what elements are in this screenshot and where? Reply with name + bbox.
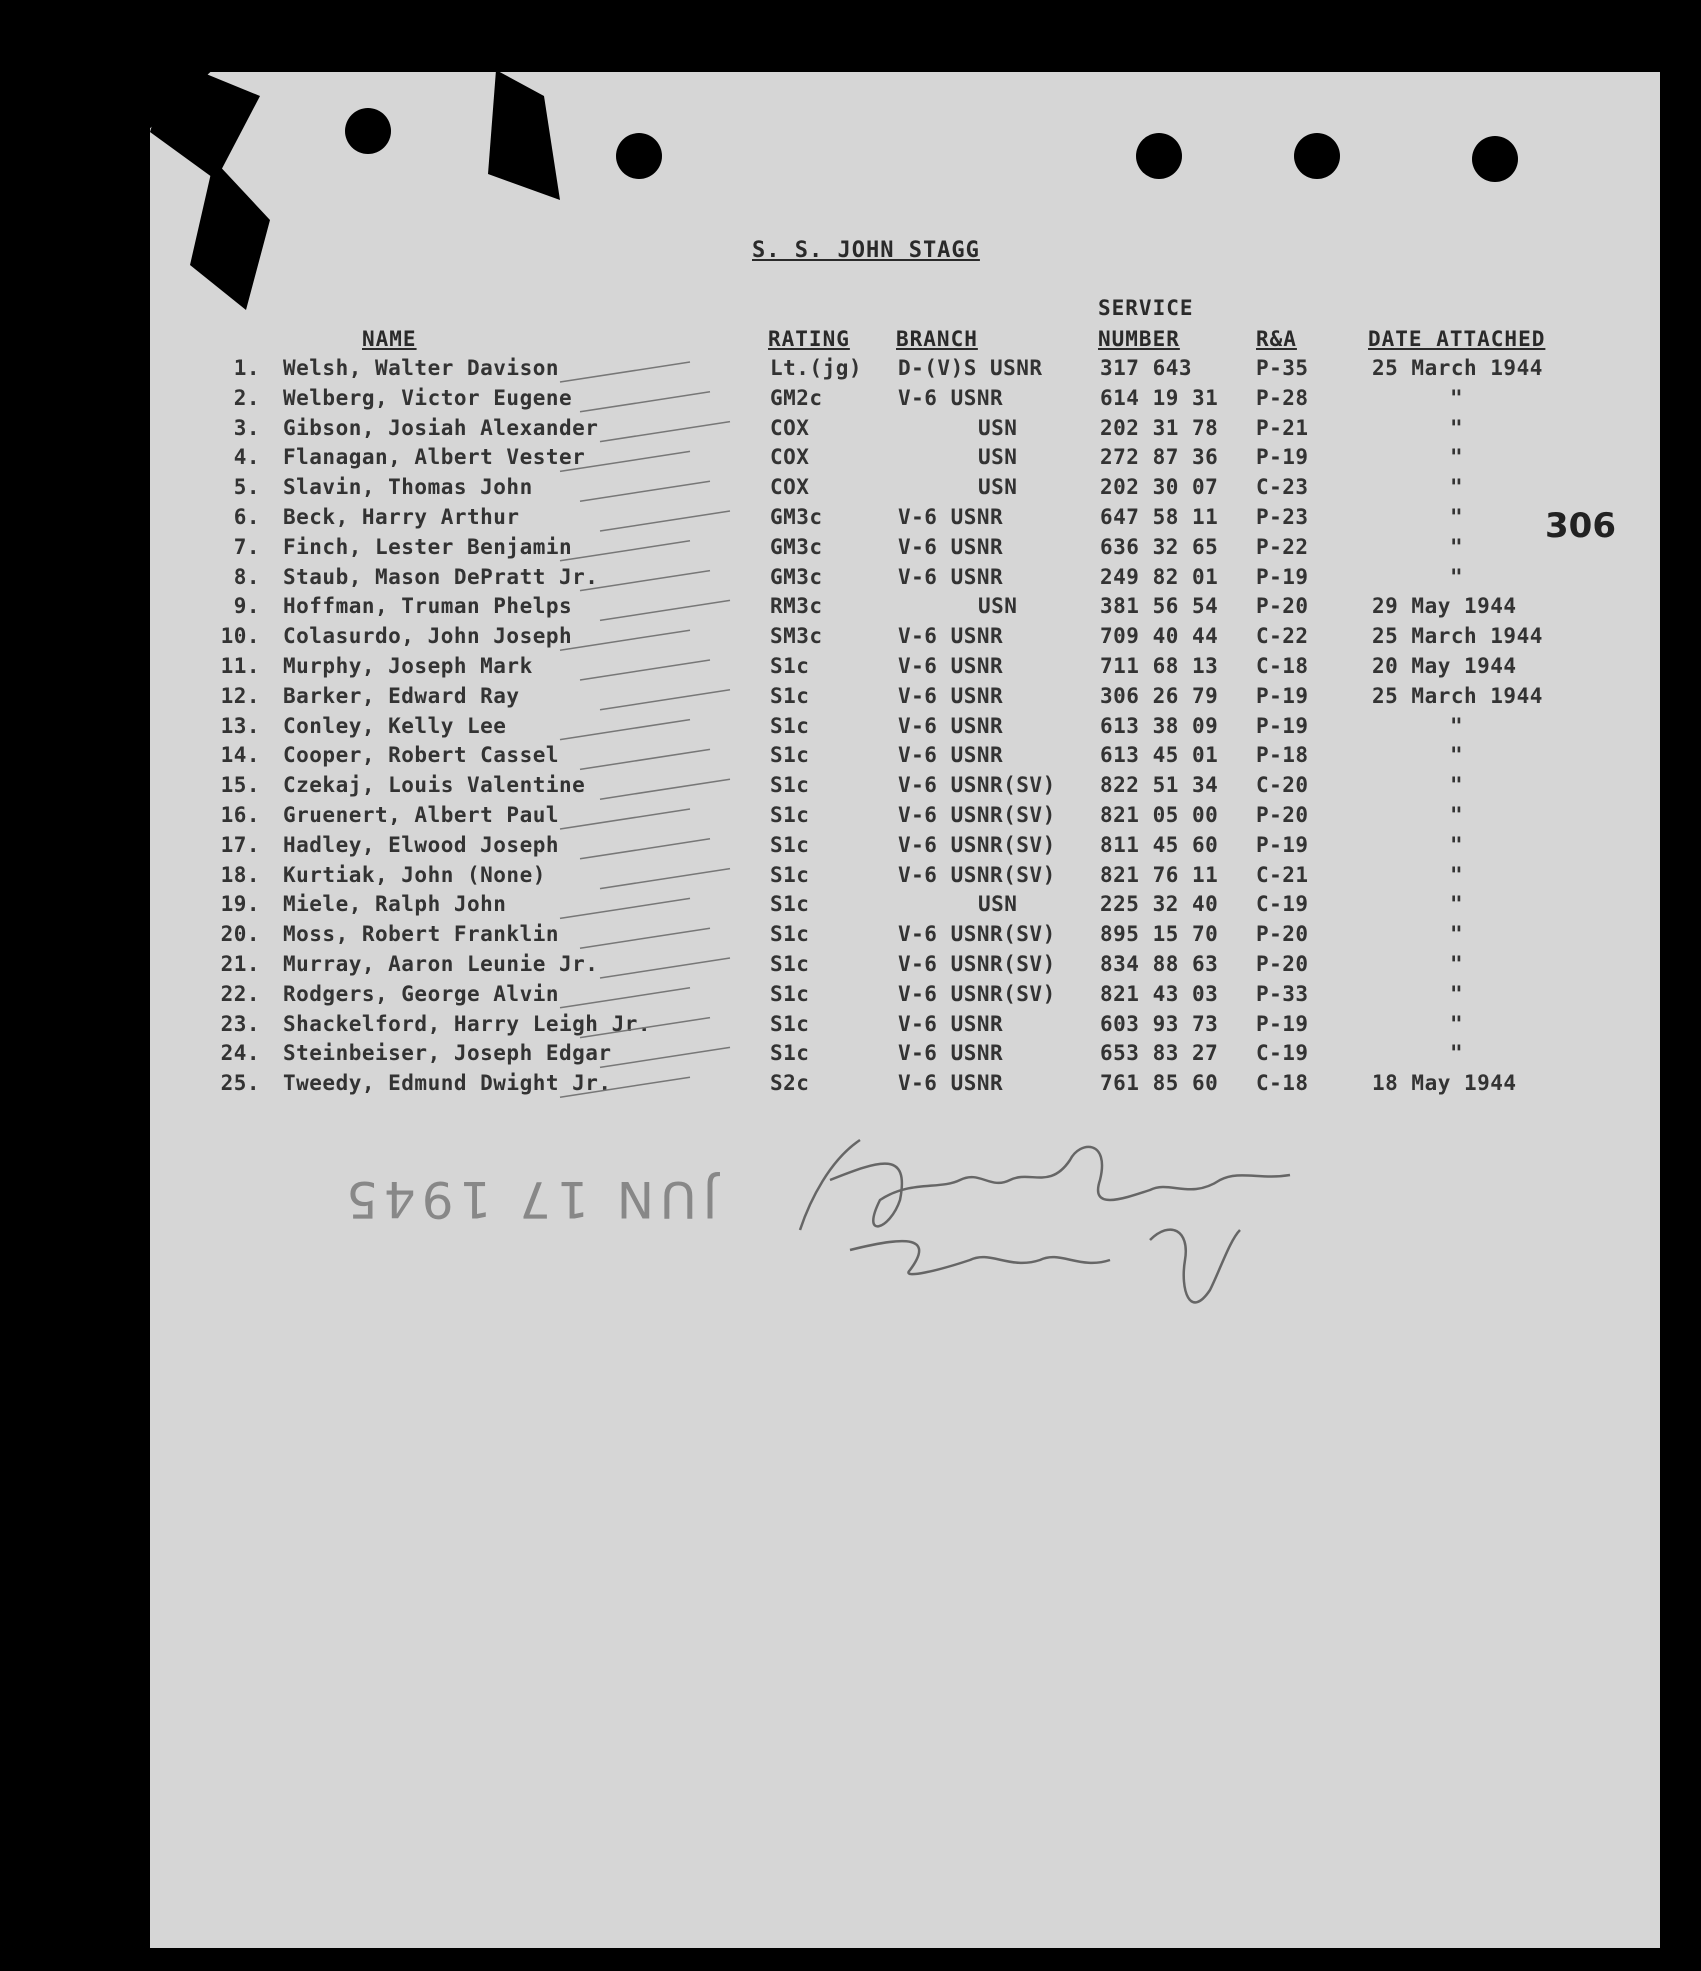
row-ra: P-20 <box>1256 594 1309 619</box>
row-name: Welsh, Walter Davison <box>283 356 560 380</box>
row-branch: USN <box>978 594 1018 619</box>
row-date-attached: 25 March 1944 <box>1372 624 1543 649</box>
row-name: Cooper, Robert Cassel <box>283 743 560 768</box>
row-branch: V-6 USNR <box>898 564 1004 589</box>
row-service-number: 381 56 54 <box>1100 594 1219 619</box>
row-number: 3. <box>233 415 260 440</box>
row-branch: V-6 USNR <box>898 1041 1004 1066</box>
row-rating: GM3c <box>770 505 823 529</box>
row-number: 1. <box>233 356 260 380</box>
row-rating: S1c <box>770 832 810 857</box>
row-rating: GM2c <box>770 385 823 410</box>
row-branch: D-(V)S USNR <box>898 356 1043 380</box>
row-branch: V-6 USNR <box>898 743 1004 768</box>
row-ra: C-19 <box>1256 892 1309 917</box>
row-name: Miele, Ralph John <box>283 892 507 917</box>
row-rating: S1c <box>770 803 810 827</box>
document-title: S. S. JOHN STAGG <box>752 238 980 263</box>
row-service-number: 613 45 01 <box>1100 743 1219 768</box>
row-rating: S1c <box>770 743 810 768</box>
row-number: 23. <box>220 1011 260 1036</box>
row-ra: P-33 <box>1256 981 1309 1006</box>
row-rating: S1c <box>770 1041 810 1066</box>
row-branch: V-6 USNR <box>898 654 1004 678</box>
row-branch: V-6 USNR(SV) <box>898 803 1056 827</box>
row-name: Conley, Kelly Lee <box>283 713 507 738</box>
row-branch: V-6 USNR <box>898 713 1004 738</box>
row-number: 21. <box>220 952 260 976</box>
row-name: Slavin, Thomas John <box>283 475 533 500</box>
row-name: Czekaj, Louis Valentine <box>283 773 586 798</box>
date-stamp: JUN 17 1945 <box>340 1170 718 1228</box>
row-name: Hadley, Elwood Joseph <box>283 832 560 857</box>
row-number: 16. <box>220 803 260 827</box>
row-date-attached: " <box>1450 713 1464 738</box>
row-name: Colasurdo, John Joseph <box>283 624 573 649</box>
row-ra: P-21 <box>1256 415 1309 440</box>
row-branch: USN <box>978 475 1018 500</box>
row-rating: S2c <box>770 1071 810 1096</box>
header-service: SERVICE <box>1098 296 1194 320</box>
row-rating: S1c <box>770 952 810 976</box>
row-branch: USN <box>978 892 1018 917</box>
row-rating: S1c <box>770 922 810 947</box>
row-rating: RM3c <box>770 594 823 619</box>
row-branch: V-6 USNR(SV) <box>898 952 1056 976</box>
row-service-number: 306 26 79 <box>1100 683 1219 708</box>
row-service-number: 249 82 01 <box>1100 564 1219 589</box>
row-service-number: 711 68 13 <box>1100 654 1219 678</box>
row-name: Barker, Edward Ray <box>283 683 520 708</box>
row-service-number: 709 40 44 <box>1100 624 1219 649</box>
row-ra: P-19 <box>1256 832 1309 857</box>
row-rating: S1c <box>770 713 810 738</box>
row-ra: P-19 <box>1256 713 1309 738</box>
row-name: Finch, Lester Benjamin <box>283 534 573 559</box>
row-ra: P-23 <box>1256 505 1309 529</box>
row-number: 9. <box>233 594 260 619</box>
row-ra: P-20 <box>1256 803 1309 827</box>
row-service-number: 822 51 34 <box>1100 773 1219 798</box>
row-branch: V-6 USNR(SV) <box>898 922 1056 947</box>
row-name: Murphy, Joseph Mark <box>283 654 533 678</box>
row-rating: GM3c <box>770 564 823 589</box>
row-rating: S1c <box>770 981 810 1006</box>
row-ra: C-18 <box>1256 654 1309 678</box>
row-date-attached: " <box>1450 415 1464 440</box>
row-date-attached: " <box>1450 445 1464 470</box>
row-name: Gruenert, Albert Paul <box>283 803 560 827</box>
row-service-number: 834 88 63 <box>1100 952 1219 976</box>
row-ra: P-28 <box>1256 385 1309 410</box>
row-rating: COX <box>770 415 810 440</box>
row-branch: USN <box>978 445 1018 470</box>
row-name: Steinbeiser, Joseph Edgar <box>283 1041 612 1066</box>
row-rating: COX <box>770 475 810 500</box>
document-page <box>150 72 1660 1948</box>
row-branch: V-6 USNR(SV) <box>898 981 1056 1006</box>
signature <box>790 1120 1350 1320</box>
row-name: Moss, Robert Franklin <box>283 922 560 947</box>
row-date-attached: 25 March 1944 <box>1372 683 1543 708</box>
punch-hole <box>345 108 391 154</box>
row-ra: C-19 <box>1256 1041 1309 1066</box>
row-date-attached: " <box>1450 564 1464 589</box>
row-branch: V-6 USNR(SV) <box>898 862 1056 887</box>
row-date-attached: " <box>1450 952 1464 976</box>
row-branch: USN <box>978 415 1018 440</box>
row-number: 8. <box>233 564 260 589</box>
row-rating: S1c <box>770 773 810 798</box>
row-name: Gibson, Josiah Alexander <box>283 415 599 440</box>
row-rating: S1c <box>770 683 810 708</box>
row-name: Beck, Harry Arthur <box>283 505 520 529</box>
row-service-number: 821 43 03 <box>1100 981 1219 1006</box>
punch-hole <box>1294 133 1340 179</box>
row-date-attached: " <box>1450 892 1464 917</box>
row-date-attached: " <box>1450 743 1464 768</box>
row-number: 24. <box>220 1041 260 1066</box>
row-date-attached: " <box>1450 475 1464 500</box>
row-date-attached: " <box>1450 505 1464 529</box>
row-ra: P-19 <box>1256 1011 1309 1036</box>
row-branch: V-6 USNR <box>898 1011 1004 1036</box>
row-service-number: 761 85 60 <box>1100 1071 1219 1096</box>
row-branch: V-6 USNR(SV) <box>898 832 1056 857</box>
row-branch: V-6 USNR <box>898 385 1004 410</box>
row-ra: P-20 <box>1256 952 1309 976</box>
row-number: 10. <box>220 624 260 649</box>
row-ra: C-22 <box>1256 624 1309 649</box>
row-name: Rodgers, George Alvin <box>283 981 560 1006</box>
row-rating: COX <box>770 445 810 470</box>
row-service-number: 202 30 07 <box>1100 475 1219 500</box>
row-ra: P-22 <box>1256 534 1309 559</box>
row-name: Staub, Mason DePratt Jr. <box>283 564 599 589</box>
row-ra: P-19 <box>1256 445 1309 470</box>
row-service-number: 895 15 70 <box>1100 922 1219 947</box>
row-number: 7. <box>233 534 260 559</box>
row-service-number: 821 76 11 <box>1100 862 1219 887</box>
row-date-attached: 18 May 1944 <box>1372 1071 1517 1096</box>
row-service-number: 202 31 78 <box>1100 415 1219 440</box>
row-ra: P-35 <box>1256 356 1309 380</box>
row-ra: P-19 <box>1256 683 1309 708</box>
row-date-attached: " <box>1450 1011 1464 1036</box>
row-number: 25. <box>220 1071 260 1096</box>
row-rating: GM3c <box>770 534 823 559</box>
row-ra: P-18 <box>1256 743 1309 768</box>
punch-hole <box>1136 133 1182 179</box>
row-number: 20. <box>220 922 260 947</box>
row-number: 11. <box>220 654 260 678</box>
row-branch: V-6 USNR(SV) <box>898 773 1056 798</box>
row-number: 14. <box>220 743 260 768</box>
punch-hole <box>616 133 662 179</box>
row-branch: V-6 USNR <box>898 505 1004 529</box>
row-service-number: 653 83 27 <box>1100 1041 1219 1066</box>
row-service-number: 614 19 31 <box>1100 385 1219 410</box>
row-service-number: 272 87 36 <box>1100 445 1219 470</box>
row-service-number: 811 45 60 <box>1100 832 1219 857</box>
row-number: 2. <box>233 385 260 410</box>
row-date-attached: 25 March 1944 <box>1372 356 1543 380</box>
header-name: NAME <box>362 327 417 351</box>
row-number: 12. <box>220 683 260 708</box>
row-branch: V-6 USNR <box>898 683 1004 708</box>
row-number: 13. <box>220 713 260 738</box>
row-number: 19. <box>220 892 260 917</box>
row-date-attached: " <box>1450 534 1464 559</box>
row-rating: SM3c <box>770 624 823 649</box>
header-rating: RATING <box>768 327 850 351</box>
row-service-number: 603 93 73 <box>1100 1011 1219 1036</box>
row-name: Hoffman, Truman Phelps <box>283 594 573 619</box>
punch-hole <box>1472 136 1518 182</box>
row-rating: Lt.(jg) <box>770 356 863 380</box>
row-date-attached: " <box>1450 832 1464 857</box>
row-branch: V-6 USNR <box>898 534 1004 559</box>
row-service-number: 647 58 11 <box>1100 505 1219 529</box>
row-branch: V-6 USNR <box>898 1071 1004 1096</box>
row-date-attached: " <box>1450 981 1464 1006</box>
row-date-attached: " <box>1450 803 1464 827</box>
header-date-attached: DATE ATTACHED <box>1368 327 1546 351</box>
row-number: 5. <box>233 475 260 500</box>
row-rating: S1c <box>770 654 810 678</box>
row-name: Murray, Aaron Leunie Jr. <box>283 952 599 976</box>
row-number: 15. <box>220 773 260 798</box>
row-name: Welberg, Victor Eugene <box>283 385 573 410</box>
row-service-number: 317 643 <box>1100 356 1193 380</box>
row-ra: C-21 <box>1256 862 1309 887</box>
page-number: 306 <box>1545 506 1616 546</box>
row-service-number: 613 38 09 <box>1100 713 1219 738</box>
row-number: 22. <box>220 981 260 1006</box>
row-ra: C-23 <box>1256 475 1309 500</box>
row-date-attached: " <box>1450 922 1464 947</box>
row-name: Flanagan, Albert Vester <box>283 445 586 470</box>
row-ra: P-19 <box>1256 564 1309 589</box>
row-number: 18. <box>220 862 260 887</box>
row-number: 6. <box>233 505 260 529</box>
row-number: 4. <box>233 445 260 470</box>
row-service-number: 636 32 65 <box>1100 534 1219 559</box>
row-ra: C-18 <box>1256 1071 1309 1096</box>
row-rating: S1c <box>770 1011 810 1036</box>
row-date-attached: 29 May 1944 <box>1372 594 1517 619</box>
row-service-number: 821 05 00 <box>1100 803 1219 827</box>
header-number: NUMBER <box>1098 327 1180 351</box>
row-ra: C-20 <box>1256 773 1309 798</box>
row-name: Tweedy, Edmund Dwight Jr. <box>283 1071 612 1096</box>
header-ra: R&A <box>1256 327 1297 351</box>
row-name: Shackelford, Harry Leigh Jr. <box>283 1011 652 1036</box>
row-date-attached: " <box>1450 773 1464 798</box>
row-name: Kurtiak, John (None) <box>283 862 546 887</box>
row-rating: S1c <box>770 892 810 917</box>
row-date-attached: " <box>1450 385 1464 410</box>
row-date-attached: " <box>1450 862 1464 887</box>
row-ra: P-20 <box>1256 922 1309 947</box>
row-branch: V-6 USNR <box>898 624 1004 649</box>
row-service-number: 225 32 40 <box>1100 892 1219 917</box>
row-rating: S1c <box>770 862 810 887</box>
header-branch: BRANCH <box>896 327 978 351</box>
row-date-attached: " <box>1450 1041 1464 1066</box>
row-number: 17. <box>220 832 260 857</box>
row-date-attached: 20 May 1944 <box>1372 654 1517 678</box>
